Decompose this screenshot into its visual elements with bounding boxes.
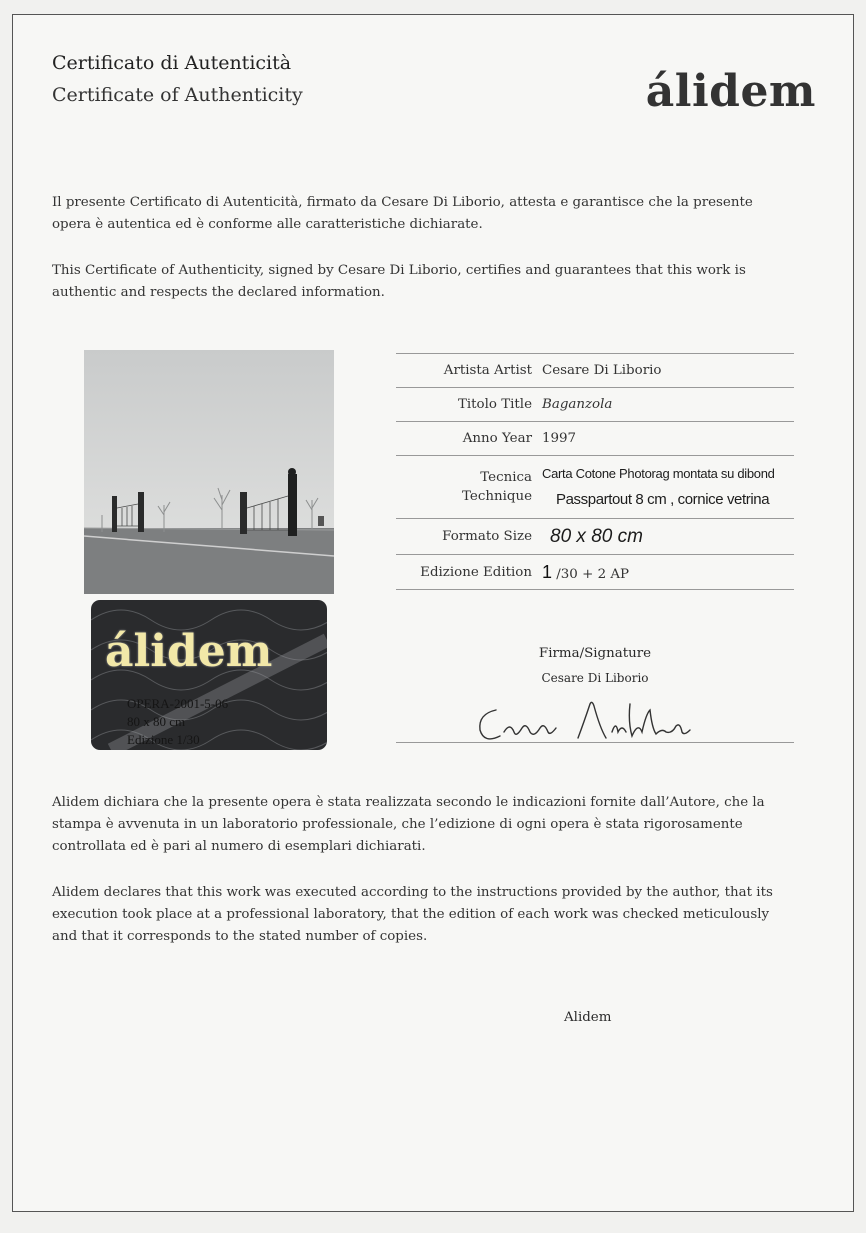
hologram-seal: [91, 600, 327, 750]
year-label: Anno Year: [462, 431, 532, 446]
intro-english: This Certificate of Authenticity, signed by Cesare Di Liborio, certifies and guarantees that this work is authentic and respects the declared information.: [52, 263, 746, 300]
edition-value: /30 + 2 AP: [556, 566, 630, 582]
row-size: [396, 519, 794, 555]
technique-line-2: Passpartout 8 cm , cornice vetrina: [556, 491, 770, 508]
technique-value: [542, 461, 794, 513]
row-technique: [396, 456, 794, 519]
declaration-italian: Alidem dichiara che la presente opera è stata realizzata secondo le indicazioni fornite dall’Autore, che la stampa è avvenuta in un laboratorio professionale, che l’edizione di ogni opera è stata rigorosamente controllata ed è pari al numero di esemplari dichiarati.: [52, 795, 765, 854]
artwork-image: [84, 350, 334, 594]
row-year: [396, 422, 794, 456]
intro-italian: Il presente Certificato di Autenticità, firmato da Cesare Di Liborio, attesta e garantisce che la presente opera è autentica ed è conforme alle caratteristiche dichiarate.: [52, 195, 753, 232]
signature-line: [396, 742, 794, 743]
title-italian: Certificato di Autenticità: [52, 52, 292, 74]
title-english: Certificate of Authenticity: [52, 84, 303, 106]
title-value: Baganzola: [542, 397, 613, 412]
artist-label: Artista Artist: [443, 363, 532, 378]
title-label: Titolo Title: [457, 397, 532, 412]
row-title: [396, 388, 794, 422]
row-edition: [396, 555, 794, 590]
hologram-code: OPERA-2001-5-06: [127, 696, 229, 711]
hologram-logo: álidem: [105, 626, 273, 677]
hologram-edition: Edizione 1/30: [127, 732, 200, 747]
size-value: 80 x 80 cm: [550, 525, 643, 547]
row-artist: [396, 354, 794, 388]
hologram-size: 80 x 80 cm: [127, 714, 186, 729]
details-table: [396, 353, 794, 590]
signature-title: Firma/Signature: [538, 646, 652, 661]
technique-label: [396, 468, 542, 506]
technique-line-1: Carta Cotone Photorag montata su dibond: [542, 466, 775, 481]
year-value: 1997: [542, 431, 577, 446]
signature-name: Cesare Di Liborio: [541, 671, 649, 685]
size-label: Formato Size: [442, 529, 532, 544]
technique-label-it: Tecnica: [480, 470, 532, 485]
declaration-english: Alidem declares that this work was executed according to the instructions provided by the author, that its execution took place at a professional laboratory, that the edition of each work was checked meticulously and that it corresponds to the stated number of copies.: [52, 885, 773, 944]
footer-signer: Alidem: [564, 1010, 612, 1025]
edition-label: Edizione Edition: [420, 564, 532, 580]
artist-value: Cesare Di Liborio: [542, 363, 662, 378]
technique-label-en: Technique: [462, 489, 532, 504]
edition-value-wrap: [542, 562, 794, 583]
alidem-logo: álidem: [645, 66, 816, 117]
artwork-photo: [84, 350, 334, 594]
edition-number: 1: [542, 561, 553, 582]
